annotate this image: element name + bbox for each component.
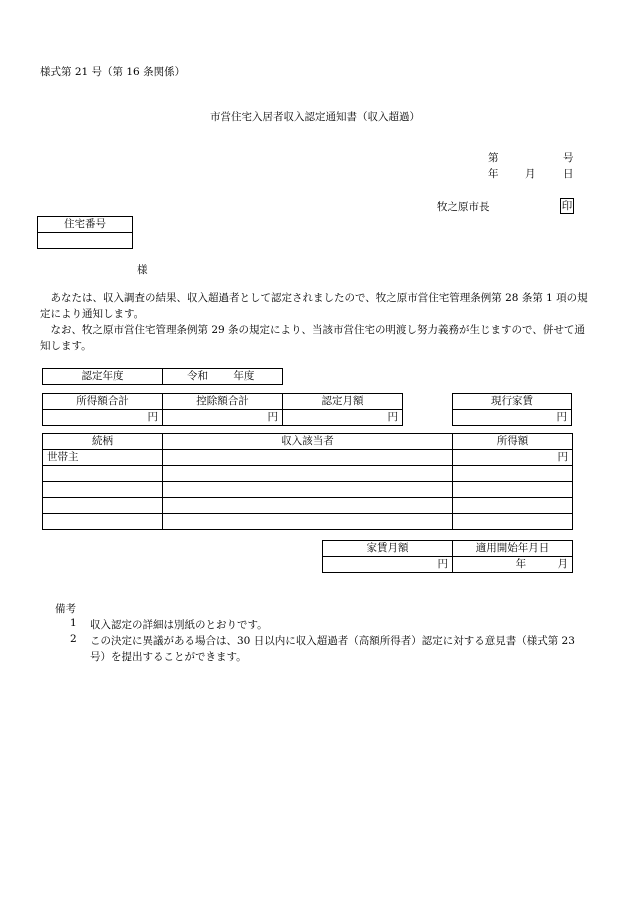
- members-header-relation: 続柄: [43, 434, 163, 450]
- notes-title: 備考: [55, 603, 76, 615]
- housing-number-label: 住宅番号: [38, 217, 133, 233]
- rent-header-monthly: 家賃月額: [323, 541, 453, 557]
- tsuki-label: 月: [525, 168, 536, 180]
- hi-label: 日: [563, 168, 574, 180]
- note-text: この決定に異議がある場合は、30 日以内に収入超過者（高額所得者）認定に対する意見書（様式第 23 号）を提出することができます。: [90, 635, 575, 663]
- rent-start-value[interactable]: [453, 557, 573, 573]
- rent-header-start: 適用開始年月日: [453, 541, 573, 557]
- issuer-name: 牧之原市長: [437, 201, 490, 213]
- amount-monthly-value[interactable]: 円: [283, 410, 403, 426]
- form-number: 様式第 21 号（第 16 条関係）: [40, 66, 186, 78]
- members-table: [42, 433, 573, 530]
- note-number: 1: [70, 617, 77, 629]
- member-relation[interactable]: [43, 498, 163, 514]
- amount-header-deduction: 控除額合計: [163, 394, 283, 410]
- addressee-sama: 様: [137, 264, 148, 276]
- nintei-nendo-table: [42, 368, 283, 385]
- current-rent-value[interactable]: 円: [453, 410, 572, 426]
- nen-label: 年: [488, 168, 499, 180]
- document-title: [0, 109, 630, 124]
- member-relation[interactable]: [43, 482, 163, 498]
- rent-table: [322, 540, 573, 573]
- amount-header-income: 所得額合計: [43, 394, 163, 410]
- member-income[interactable]: [453, 466, 573, 482]
- nendo-label: 年度: [233, 370, 255, 382]
- document-title-text: 市営住宅入居者収入認定通知書（収入超過）: [210, 111, 420, 123]
- member-name[interactable]: [163, 450, 453, 466]
- nintei-nendo-value[interactable]: [163, 369, 283, 385]
- amount-deduction-value[interactable]: 円: [163, 410, 283, 426]
- table-row: [43, 482, 573, 498]
- rent-start-nen: 年: [515, 558, 527, 570]
- seal-mark: 印: [561, 200, 573, 212]
- member-relation[interactable]: [43, 514, 163, 530]
- note-text: 収入認定の詳細は別紙のとおりです。: [90, 619, 268, 631]
- member-relation[interactable]: 世帯主: [43, 450, 163, 466]
- member-name[interactable]: [163, 466, 453, 482]
- rent-monthly-value[interactable]: 円: [323, 557, 453, 573]
- body-paragraph-2: なお、牧之原市営住宅管理条例第 29 条の規定により、当該市営住宅の明渡し努力義務が生じますので、併せて通知します。: [40, 324, 585, 352]
- housing-number-table: [37, 216, 133, 249]
- current-rent-header: 現行家賃: [453, 394, 572, 410]
- member-name[interactable]: [163, 514, 453, 530]
- dai-label: 第: [488, 152, 499, 164]
- member-income[interactable]: [453, 514, 573, 530]
- member-income[interactable]: 円: [453, 450, 573, 466]
- amount-income-value[interactable]: 円: [43, 410, 163, 426]
- table-row: [43, 514, 573, 530]
- note-number: 2: [70, 633, 77, 645]
- members-header-income: 所得額: [453, 434, 573, 450]
- member-relation[interactable]: [43, 466, 163, 482]
- rent-start-tsuki: 月: [557, 558, 568, 570]
- housing-number-value[interactable]: [38, 233, 133, 249]
- nintei-nendo-label: 認定年度: [43, 369, 163, 385]
- go-label: 号: [563, 152, 574, 164]
- table-row: [43, 498, 573, 514]
- current-rent-table: [452, 393, 572, 426]
- member-name[interactable]: [163, 482, 453, 498]
- members-header-name: 収入該当者: [163, 434, 453, 450]
- member-income[interactable]: [453, 482, 573, 498]
- body-paragraph-1: あなたは、収入調査の結果、収入超過者として認定されましたので、牧之原市営住宅管理条例第 28 条第 1 項の規定により通知します。: [40, 292, 588, 320]
- reiwa-label: 令和: [187, 370, 208, 382]
- table-row: [43, 466, 573, 482]
- member-name[interactable]: [163, 498, 453, 514]
- table-row: [43, 450, 573, 466]
- amounts-table: [42, 393, 403, 426]
- member-income[interactable]: [453, 498, 573, 514]
- amount-header-monthly: 認定月額: [283, 394, 403, 410]
